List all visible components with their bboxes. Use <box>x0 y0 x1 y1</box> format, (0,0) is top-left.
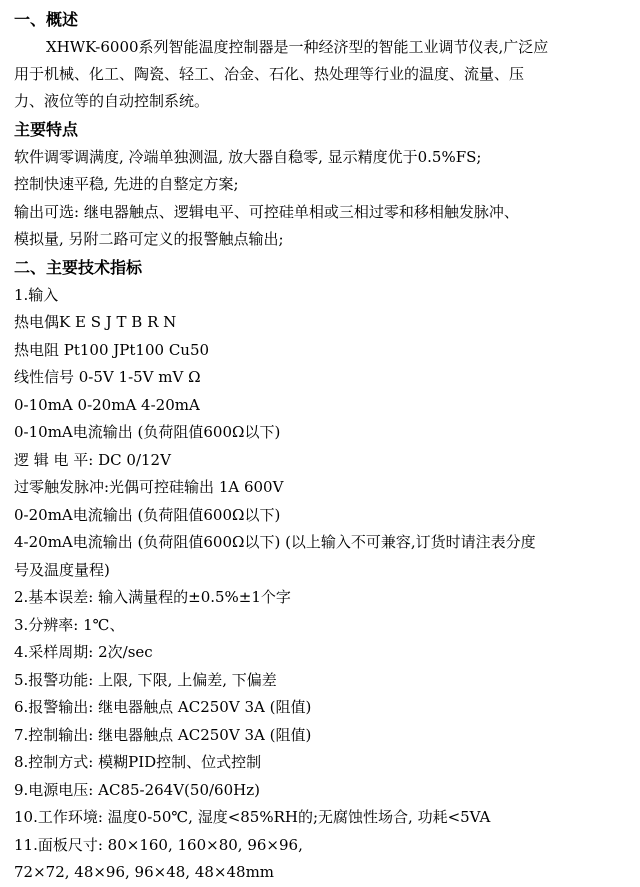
spec-line: 7.控制输出: 继电器触点 AC250V 3A (阻值) <box>14 726 312 744</box>
spec-line: 0-10mA电流输出 (负荷阻值600Ω以下) <box>14 423 281 441</box>
feature-line: 模拟量, 另附二路可定义的报警触点输出; <box>14 230 284 248</box>
spec-line: 号及温度量程) <box>14 561 110 579</box>
spec-line: 8.控制方式: 模糊PID控制、位式控制 <box>14 753 262 771</box>
spec-line: 线性信号 0-5V 1-5V mV Ω <box>14 368 201 386</box>
spec-line: 2.基本误差: 输入满量程的±0.5%±1个字 <box>14 588 291 606</box>
section-heading-specs: 二、主要技术指标 <box>14 258 143 277</box>
spec-line: 11.面板尺寸: 80×160, 160×80, 96×96, <box>14 836 303 854</box>
spec-line: 4.采样周期: 2次/sec <box>14 643 153 661</box>
spec-line: 4-20mA电流输出 (负荷阻值600Ω以下) (以上输入不可兼容,订货时请注表分度 <box>14 533 536 551</box>
spec-line: 热电阻 Pt100 JPt100 Cu50 <box>14 341 210 359</box>
section-heading-features: 主要特点 <box>14 120 79 139</box>
spec-line: 9.电源电压: AC85-264V(50/60Hz) <box>14 781 260 799</box>
section-heading-overview: 一、概述 <box>14 10 79 29</box>
overview-paragraph-line: 力、液位等的自动控制系统。 <box>14 92 210 110</box>
feature-line: 软件调零调满度, 冷端单独测温, 放大器自稳零, 显示精度优于0.5%FS; <box>14 148 482 166</box>
spec-line: 72×72, 48×96, 96×48, 48×48mm <box>14 863 275 881</box>
spec-line: 3.分辨率: 1℃、 <box>14 616 125 634</box>
spec-line: 1.输入 <box>14 286 59 304</box>
overview-paragraph-line: XHWK-6000系列智能温度控制器是一种经济型的智能工业调节仪表,广泛应 <box>46 38 549 56</box>
spec-line: 过零触发脉冲:光偶可控硅输出 1A 600V <box>14 478 284 496</box>
overview-paragraph-line: 用于机械、化工、陶瓷、轻工、冶金、石化、热处理等行业的温度、流量、压 <box>14 65 525 83</box>
spec-line: 6.报警输出: 继电器触点 AC250V 3A (阻值) <box>14 698 312 716</box>
feature-line: 控制快速平稳, 先进的自整定方案; <box>14 175 239 193</box>
spec-line: 5.报警功能: 上限, 下限, 上偏差, 下偏差 <box>14 671 277 689</box>
spec-line: 逻 辑 电 平: DC 0/12V <box>14 451 171 469</box>
feature-line: 输出可选: 继电器触点、逻辑电平、可控硅单相或三相过零和移相触发脉冲、 <box>14 203 519 221</box>
spec-line: 热电偶K E S J T B R N <box>14 313 177 331</box>
spec-line: 10.工作环境: 温度0-50℃, 湿度<85%RH的;无腐蚀性场合, 功耗<5VA <box>14 808 491 826</box>
spec-line: 0-10mA 0-20mA 4-20mA <box>14 396 200 414</box>
spec-line: 0-20mA电流输出 (负荷阻值600Ω以下) <box>14 506 281 524</box>
